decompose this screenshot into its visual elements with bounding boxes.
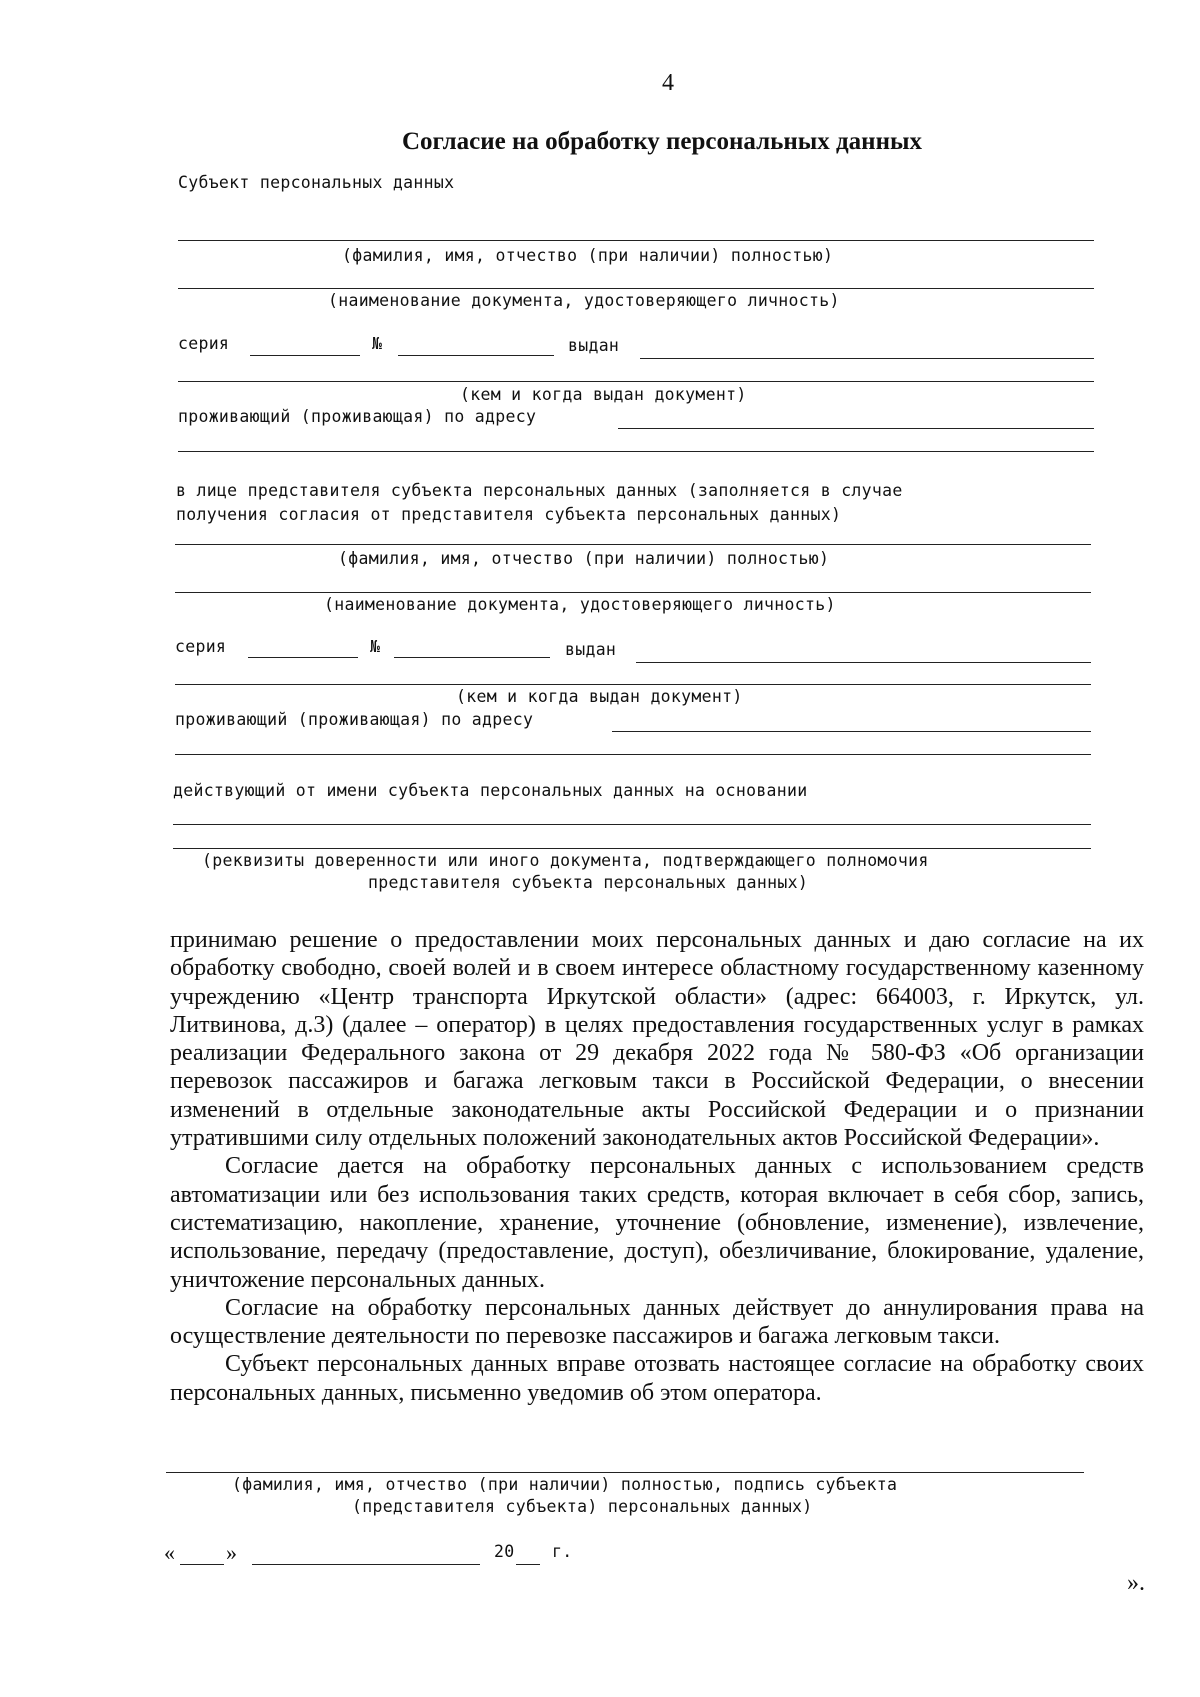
representative-fio-field[interactable]: [175, 544, 1091, 545]
paragraph-consent-decision: принимаю решение о предоставлении моих персональных данных и даю согласие на их обработку свободно, своей волей и в своем интересе областному государственному казенному учреждению «Центр транспорта Иркутской области» (адрес: 664003, г. Иркутск, ул. Литвинова, д.3) (далее – оператор) в целях предоставления государственных услуг в рамках реализации Федерального закона от 29 декабря 2022 года № 580-ФЗ «Об организации перевозок пассажиров и багажа легковым такси в Российской Федерации, о внесении изменений в отдельные законодательные акты Российской Федерации и о признании утратившими силу отдельных положений законодательных актов Российской Федерации».: [170, 927, 1144, 1152]
representative-intro-line1: в лице представителя субъекта персональных данных (заполняется в случае: [176, 481, 903, 500]
subject-address-field-2[interactable]: [178, 451, 1094, 452]
date-close-quote: »: [226, 1540, 237, 1565]
closing-mark: ».: [1127, 1570, 1145, 1596]
page-number: 4: [662, 70, 674, 96]
representative-doc-field[interactable]: [175, 592, 1091, 593]
date-month-field[interactable]: [252, 1564, 480, 1565]
representative-doc-caption: (наименование документа, удостоверяющего личность): [324, 595, 836, 614]
subject-doc-field[interactable]: [178, 288, 1094, 289]
subject-issued-caption: (кем и когда выдан документ): [460, 385, 747, 404]
representative-issued-field[interactable]: [636, 662, 1091, 663]
representative-fio-caption: (фамилия, имя, отчество (при наличии) полностью): [338, 549, 830, 568]
subject-issued-field[interactable]: [640, 358, 1094, 359]
subject-fio-field[interactable]: [178, 240, 1094, 241]
representative-number-label: №: [370, 637, 381, 656]
subject-fio-caption: (фамилия, имя, отчество (при наличии) полностью): [342, 246, 834, 265]
page-title: Согласие на обработку персональных данных: [402, 128, 923, 155]
subject-number-field[interactable]: [398, 355, 554, 356]
representative-basis-caption-line2: представителя субъекта персональных данных): [368, 873, 809, 892]
representative-issued-field-2[interactable]: [175, 684, 1091, 685]
representative-issued-label: выдан: [565, 640, 617, 659]
representative-basis-label: действующий от имени субъекта персональных данных на основании: [173, 781, 808, 800]
date-year-field[interactable]: [516, 1564, 540, 1565]
subject-number-label: №: [372, 334, 383, 353]
representative-basis-caption-line1: (реквизиты доверенности или иного документа, подтверждающего полномочия: [202, 851, 929, 870]
paragraph-processing-scope: Согласие дается на обработку персональных данных с использованием средств автоматизации или без использования таких средств, которая включает в себя сбор, запись, систематизацию, накопление, хранение, уточнение (обновление, изменение), извлечение, использование, передачу (предоставление, доступ), обезличивание, блокирование, удаление, уничтожение персональных данных.: [170, 1153, 1144, 1293]
representative-address-field[interactable]: [612, 731, 1091, 732]
date-year-suffix: г.: [552, 1542, 573, 1561]
subject-doc-caption: (наименование документа, удостоверяющего личность): [328, 291, 840, 310]
subject-heading: Субъект персональных данных: [178, 173, 455, 192]
subject-series-field[interactable]: [250, 355, 360, 356]
consent-body: [170, 926, 1144, 1407]
representative-series-label: серия: [175, 637, 227, 656]
paragraph-revocation: Субъект персональных данных вправе отозвать настоящее согласие на обработку своих персональных данных, письменно уведомив об этом оператора.: [170, 1351, 1144, 1406]
subject-issued-label: выдан: [568, 336, 620, 355]
representative-issued-caption: (кем и когда выдан документ): [456, 687, 743, 706]
date-year-prefix: 20: [494, 1542, 515, 1561]
signature-field[interactable]: [166, 1472, 1084, 1473]
subject-series-label: серия: [178, 334, 230, 353]
representative-address-field-2[interactable]: [175, 754, 1091, 755]
representative-number-field[interactable]: [394, 657, 550, 658]
signature-caption-line2: (представителя субъекта) персональных данных): [352, 1497, 813, 1516]
date-day-field[interactable]: [180, 1564, 224, 1565]
representative-basis-field-2[interactable]: [173, 848, 1091, 849]
representative-series-field[interactable]: [248, 657, 358, 658]
representative-intro-line2: получения согласия от представителя субъекта персональных данных): [176, 505, 842, 524]
representative-address-label: проживающий (проживающая) по адресу: [175, 710, 534, 729]
date-open-quote: «: [164, 1540, 175, 1565]
subject-address-label: проживающий (проживающая) по адресу: [178, 407, 537, 426]
subject-issued-field-2[interactable]: [178, 381, 1094, 382]
representative-basis-field[interactable]: [173, 824, 1091, 825]
signature-caption-line1: (фамилия, имя, отчество (при наличии) полностью, подпись субъекта: [232, 1475, 898, 1494]
subject-address-field[interactable]: [618, 428, 1094, 429]
paragraph-validity: Согласие на обработку персональных данных действует до аннулирования права на осуществление деятельности по перевозке пассажиров и багажа легковым такси.: [170, 1294, 1144, 1350]
